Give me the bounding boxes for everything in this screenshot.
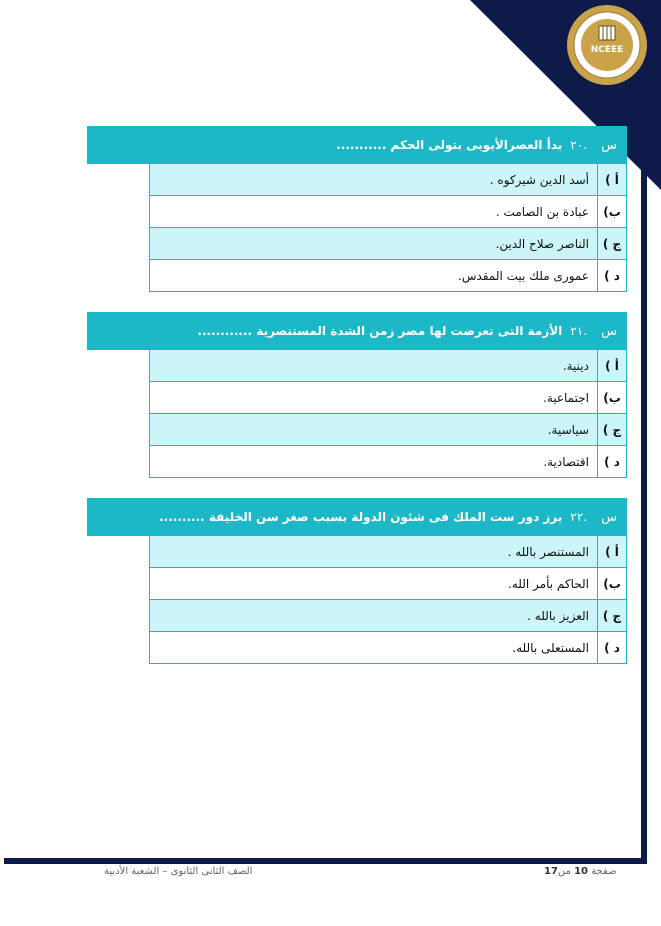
option-text: عمورى ملك بيت المقدس. [458,268,589,283]
option-d [149,632,627,664]
question-text: الأزمة التى تعرضت لها مصر زمن الشدة المستنصرية ............ [197,324,563,338]
option-letter: د ) [597,260,626,291]
option-b [149,382,627,414]
options-list [149,164,627,292]
question-number: .٢٢ [570,510,587,524]
option-text: الناصر صلاح الدين. [495,236,589,251]
option-a [149,536,627,568]
option-letter: ج ) [597,414,626,445]
option-c [149,414,627,446]
page-sep: من [557,866,571,877]
option-letter: د ) [597,632,626,663]
option-a [149,350,627,382]
option-text: عبادة بن الصامت . [495,204,589,219]
question-label: س [601,509,617,525]
svg-text:NCEEE: NCEEE [590,45,624,55]
option-a [149,164,627,196]
page-word: صفحة [591,866,617,877]
footer-page-number [544,866,617,877]
right-border [641,0,647,864]
question-number: .٢٠ [570,138,587,152]
footer-grade: الصف الثانى الثانوى – الشعبة الأدبية [104,866,253,877]
option-letter: ب) [597,382,626,413]
question-header [87,498,627,536]
option-letter: د ) [597,446,626,477]
option-letter: ب) [597,196,626,227]
nceee-logo-icon [566,4,648,86]
bottom-border [4,858,647,864]
option-letter: ج ) [597,228,626,259]
option-d [149,260,627,292]
option-letter: أ ) [597,164,626,195]
option-letter: ج ) [597,600,626,631]
question-label: س [601,323,617,339]
options-list [149,536,627,664]
option-text: المستنصر بالله . [507,544,589,559]
option-letter: ب) [597,568,626,599]
option-text: المستعلى بالله. [512,640,589,655]
question-number: .٢١ [570,324,587,338]
option-text: الحاكم بأمر الله. [508,576,589,591]
option-text: دينية. [562,358,589,373]
option-text: أسد الدين شيركوه . [489,172,589,187]
question-22 [87,498,627,664]
page-total: 17 [544,866,558,877]
option-text: العزيز بالله . [527,608,589,623]
question-header [87,126,627,164]
option-letter: أ ) [597,350,626,381]
option-text: اقتصادية. [543,454,589,469]
question-21 [87,312,627,478]
option-text: اجتماعية. [543,390,589,405]
question-text: بدأ العصرالأيوبى بتولى الحكم ........... [336,138,563,152]
page-current: 10 [574,866,588,877]
question-label: س [601,137,617,153]
option-d [149,446,627,478]
option-text: سياسية. [547,422,589,437]
option-b [149,568,627,600]
options-list [149,350,627,478]
question-20 [87,126,627,292]
question-text: برز دور ست الملك فى شئون الدولة بسبب صغر سن الخليفة .......... [159,510,563,524]
option-b [149,196,627,228]
option-c [149,600,627,632]
option-letter: أ ) [597,536,626,567]
question-header [87,312,627,350]
option-c [149,228,627,260]
